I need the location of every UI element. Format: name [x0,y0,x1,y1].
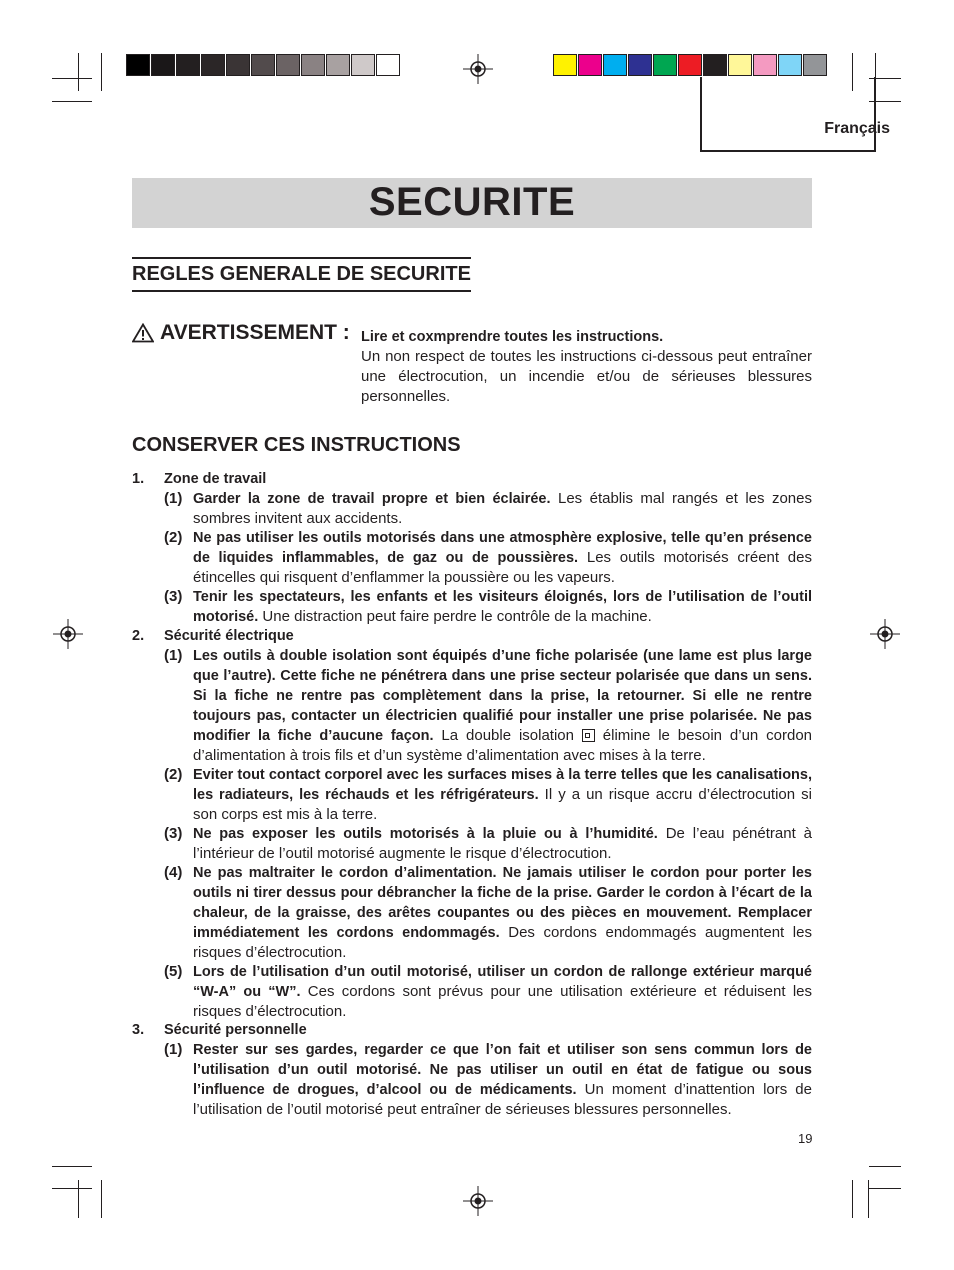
rule-number: 2. [132,628,145,644]
warning-heading [132,321,350,345]
color-swatch [778,54,802,76]
double-insulation-icon [582,729,595,742]
page-number: 19 [798,1131,813,1146]
rule-item [132,863,812,962]
color-swatch [803,54,827,76]
rule-item-detail: Des cordons endommagés augmentent les risques d’électrocution. [193,924,812,961]
rule-number: 3. [132,1022,145,1038]
rule-item-number: (1) [164,490,183,507]
rule-item [132,765,812,824]
page-title: SECURITE [368,180,576,224]
registration-mark-icon [463,54,493,84]
registration-mark-icon [463,1186,493,1216]
warning-triangle-icon [132,323,154,343]
rule-item-text [193,1040,812,1119]
language-tab [700,77,876,152]
color-swatch [703,54,727,76]
rule-item-emphasis: Tenir les spectateurs, les enfants et les visiteurs éloignés, lors de l’utilisation de l’outil motorisé. [193,589,812,625]
rule-item-emphasis: Les outils à double isolation sont équipés d’une fiche polarisée (une lame est plus large que l’autre). Cette fiche ne pénétrera dans une prise secteur polarisée que dans un sens. Si la fiche ne rentre pas complètement dans la prise, la retourner. Si elle ne rentre toujours pas, contacter un électricien qualifié pour installer une prise polarisée. Ne pas modifier la fiche d’aucune façon. [193,648,812,744]
gray-swatch [226,54,250,76]
rule-item-emphasis: Garder la zone de travail propre et bien éclairée. [193,491,551,507]
rule-item-text [193,962,812,1021]
rule-title: Zone de travail [164,471,267,487]
rule-number: 1. [132,471,145,487]
color-swatch [578,54,602,76]
warning-body: Un non respect de toutes les instructions ci-dessous peut entraîner une électrocution, un incendie et/ou de sérieuses blessures personnelles. [361,348,812,405]
rule-item-emphasis: Ne pas utiliser les outils motorisés dans une atmosphère explosive, telle qu’en présence de liquides inflammables, de gaz ou de poussières. [193,530,812,566]
gray-swatch [151,54,175,76]
gray-swatch [176,54,200,76]
rule-item-text [193,587,812,627]
rule-item-detail: Il y a un risque accru d’électrocution si son corps est mis à la terre. [193,786,812,823]
rule-item [132,528,812,587]
section-heading-keep: CONSERVER CES INSTRUCTIONS [132,434,461,456]
rule-item-text [193,489,812,528]
warning-lead: Lire et coxmprendre toutes les instructions. [361,329,664,345]
registration-mark-icon [53,619,83,649]
rule-item-text [193,528,812,587]
gray-swatch [301,54,325,76]
warning-label: AVERTISSEMENT : [160,321,350,344]
registration-mark-icon [870,619,900,649]
rule-item-number: (1) [164,1041,183,1058]
color-swatch [728,54,752,76]
rule-item-text [193,863,812,962]
rule-item-number: (4) [164,864,183,881]
rule-item-emphasis: Eviter tout contact corporel avec les surfaces mises à la terre telles que les canalisations, les radiateurs, les réchauds et les réfrigérateurs. [193,767,812,803]
gray-swatch [201,54,225,76]
rule-item-number: (2) [164,766,183,783]
color-swatch [553,54,577,76]
rule-item [132,489,812,528]
language-label: Français [824,120,890,137]
rule-item-number: (5) [164,963,183,980]
gray-swatch [351,54,375,76]
rule-heading [132,1021,812,1040]
title-band [132,178,812,228]
section-heading-general: REGLES GENERALE DE SECURITE [132,257,471,292]
rule-item-detail: élimine le besoin d’un cordon d’alimentation à trois fils et d’un système d’alimentation avec mises à la terre. [193,727,813,764]
rule-item-detail: Une distraction peut faire perdre le contrôle de la machine. [258,608,652,625]
rule-item-detail: La double isolation [433,727,574,744]
warning-text-block [361,327,812,407]
rule-title: Sécurité électrique [164,628,294,644]
rule-item-emphasis: Ne pas exposer les outils motorisés à la pluie ou à l’humidité. [193,826,658,842]
rule-item-detail: Un moment d’inattention lors de l’utilisation de l’outil motorisé peut entraîner de sérieuses blessures personnelles. [193,1081,812,1118]
rule-item [132,646,812,765]
gray-swatch [126,54,150,76]
rule-heading [132,627,812,646]
rule-item [132,824,812,863]
rule-item-detail: Les outils motorisés créent des étincelles qui risquent d’enflammer la poussière ou les vapeurs. [193,549,812,586]
rule-item-number: (1) [164,647,183,664]
rule-item-detail: Les établis mal rangés et les zones sombres invitent aux accidents. [193,490,812,527]
rule-heading [132,470,812,489]
rule-item-emphasis: Lors de l’utilisation d’un outil motorisé, utiliser un cordon de rallonge extérieur marqué “W-A” ou “W”. [193,964,812,1000]
rule-item-number: (3) [164,825,183,842]
rule-item [132,1040,812,1119]
gray-swatch [376,54,400,76]
rule-item-detail: Ces cordons sont prévus pour une utilisation extérieure et réduisent les risques d’électrocution. [193,983,813,1020]
rule-item-emphasis: Ne pas maltraiter le cordon d’alimentation. Ne jamais utiliser le cordon pour porter les outils ni tirer dessus pour débrancher la fiche de la prise. Garder le cordon à l’écart de la chaleur, de la graisse, des arêtes coupantes ou des pièces en mouvement. Remplacer immédiatement les cordons endommagés. [193,865,812,941]
gray-swatch [251,54,275,76]
safety-rules-list [132,470,812,1119]
rule-item [132,962,812,1021]
rule-item-text [193,646,812,765]
rule-item-detail: De l’eau pénétrant à l’intérieur de l’outil motorisé augmente le risque d’électrocution. [193,825,812,862]
rule-item-text [193,824,812,863]
rule-item-text [193,765,812,824]
rule-item-number: (3) [164,588,183,605]
color-swatch [678,54,702,76]
rule-title: Sécurité personnelle [164,1022,307,1038]
color-swatch [753,54,777,76]
color-swatch [653,54,677,76]
rule-item [132,587,812,627]
color-swatch [603,54,627,76]
color-swatch [628,54,652,76]
rule-item-number: (2) [164,529,183,546]
gray-swatch [326,54,350,76]
gray-swatch [276,54,300,76]
rule-item-emphasis: Rester sur ses gardes, regarder ce que l’on fait et utiliser son sens commun lors de l’utilisation d’un outil motorisé. Ne pas utiliser un outil en état de fatigue ou sous l’influence de drogues, d’alcool ou de médicaments. [193,1042,812,1098]
